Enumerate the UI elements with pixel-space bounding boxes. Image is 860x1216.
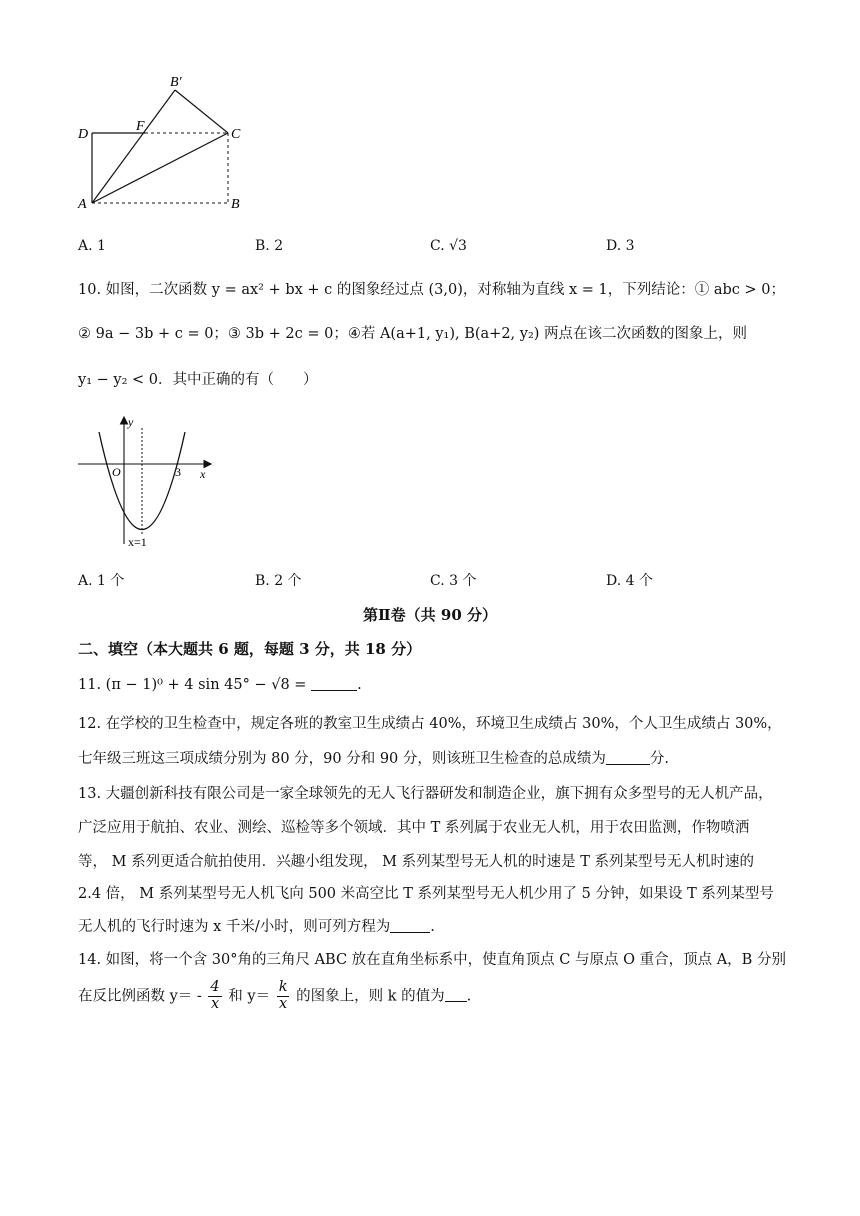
q10-option-d: D. 4 个 [606,573,653,589]
q13-line-5-text: 无人机的飞行时速为 x 千米/小时，则可列方程为 [78,919,391,935]
q12-line-2 [78,750,820,768]
q9-option-a: A. 1 [78,238,106,254]
q14-prefix: 在反比例函数 y＝ - [78,988,202,1005]
q10-line-2: ② 9a − 3b + c = 0；③ 3b + 2c = 0；④若 A(a+1, y₁), B(a+2, y₂) 两点在该二次函数的图象上，则 [78,326,748,342]
q14-line-1: 14. 如图，将一个含 30°角的三角尺 ABC 放在直角坐标系中，使直角顶点 C 与原点 O 重合，顶点 A，B 分别 [78,952,786,968]
section-2-title: 二、填空（本大题共 6 题，每题 3 分，共 18 分） [78,640,422,658]
q11-end: . [357,677,362,693]
q10-option-b: B. 2 个 [255,573,302,589]
segment-b-prime-c [175,90,228,133]
label-f: F [136,119,145,134]
q9-option-d: D. 3 [606,238,635,254]
q10-option-c: C. 3 个 [430,573,477,589]
q14-fraction-1-numerator: 4 [210,979,220,995]
q9-option-b: B. 2 [255,238,284,254]
q14-fraction-2-denominator: x [278,995,288,1012]
q13-line-5 [78,918,820,936]
segment-ac [92,133,228,203]
q13-line-3: 等， M 系列更适合航拍使用．兴趣小组发现， M 系列某型号无人机的时速是 T 系列某型号无人机时速的 [78,854,755,870]
q11-expression: 11. (π − 1)⁰ + 4 sin 45° − √8 = [78,677,312,693]
q11-answer-blank [311,676,357,691]
label-c: C [231,127,241,142]
q10-line-1: 10. 如图，二次函数 y = ax² + bx + c 的图象经过点 (3,0)，对称轴为直线 x = 1，下列结论：① abc > 0； [78,282,786,298]
q12-line-1: 12. 在学校的卫生检查中，规定各班的教室卫生成绩占 40%，环境卫生成绩占 30%，个人卫生成绩占 30%， [78,716,782,732]
label-b: B [231,197,240,212]
label-3: 3 [175,465,181,479]
q12-end: 分. [649,751,670,767]
q14-fraction-1 [208,980,221,1013]
q12-line-2-text: 七年级三班这三项成绩分别为 80 分，90 分和 90 分，则该班卫生检查的总成绩为 [78,751,606,767]
label-o: O [112,465,121,479]
q12-answer-blank [606,750,650,765]
label-a: A [78,197,87,212]
q14-fraction-1-denominator: x [210,995,220,1012]
q10-line-3: y₁ − y₂ < 0．其中正确的有（ ） [78,372,318,388]
q13-line-1: 13. 大疆创新科技有限公司是一家全球领先的无人飞行器研发和制造企业，旗下拥有众多型号的无人机产品， [78,786,773,802]
figure-9-geometry [70,70,260,220]
label-d: D [78,127,89,142]
label-symmetry-axis: x=1 [128,535,147,549]
label-y: y [128,415,134,429]
q11 [78,676,820,694]
q13-line-2: 广泛应用于航拍、农业、测绘、巡检等多个领域．其中 T 系列属于农业无人机，用于农田监测，作物喷洒 [78,820,750,836]
figure-10-parabola [72,412,222,552]
q14-fraction-2-numerator: k [278,979,288,995]
label-b-prime: B′ [170,75,182,90]
q13-end: . [430,919,435,935]
q13-answer-blank [390,918,430,933]
q13-line-4: 2.4 倍， M 系列某型号无人机飞向 500 米高空比 T 系列某型号无人机少用了 5 分钟，如果设 T 系列某型号 [78,886,774,902]
segment-ab-prime [92,90,175,203]
part-2-title: 第Ⅱ卷（共 90 分） [363,606,497,624]
q14-line-2 [78,980,820,1013]
q14-suffix: 的图象上，则 k 的值为 [296,988,445,1005]
q14-answer-blank [445,987,467,1002]
label-x: x [200,467,206,481]
q14-mid: 和 y＝ [228,988,271,1005]
q9-option-c-prefix: C. [430,238,445,254]
q10-option-a: A. 1 个 [78,573,125,589]
q9-option-c-value: √3 [449,238,467,254]
q14-end: . [466,988,472,1005]
q9-option-c [430,238,467,254]
q14-fraction-2 [277,980,290,1013]
